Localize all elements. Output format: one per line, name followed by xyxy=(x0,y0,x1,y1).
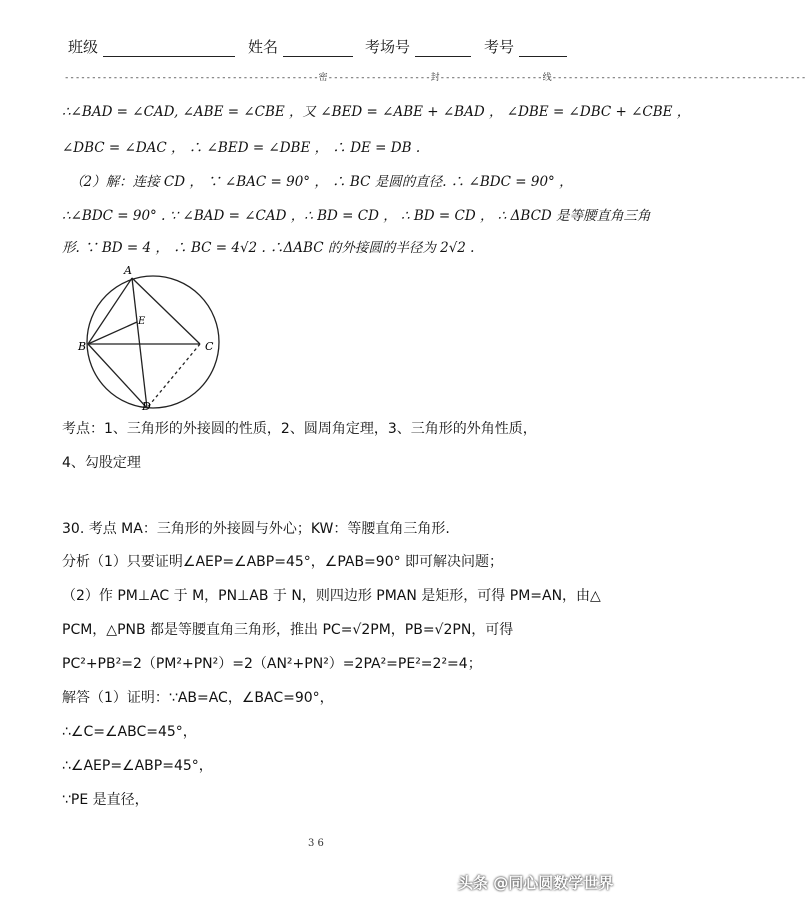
q30-line9: ∵PE 是直径， xyxy=(62,792,149,808)
q30-line6: 解答（1）证明：∵AB=AC，∠BAC=90°， xyxy=(62,690,334,706)
proof2-line1: （2）解：连接 CD ， ∵ ∠BAC = 90° ， ∴ BC 是圆的直径. ∴ ∠BDC = 90° ， xyxy=(70,174,573,190)
proof2-line3: 形. ∵ BD = 4 ， ∴ BC = 4√2 . ∴ΔABC 的外接圆的半径为 2√2 . xyxy=(62,240,475,256)
circumcircle xyxy=(87,276,219,408)
q30-line4: PCM，△PNB 都是等腰直角三角形，推出 PC=√2PM，PB=√2PN，可得 xyxy=(62,622,514,638)
kaodian-line1: 考点：1、三角形的外接圆的性质，2、圆周角定理，3、三角形的外角性质， xyxy=(62,421,537,437)
label-c: C xyxy=(205,340,214,353)
q30-line7: ∴∠C=∠ABC=45°， xyxy=(62,724,197,740)
seal-line: -----------------------------------------------密-------------------封-------------------线----------------------------------------------- xyxy=(64,73,806,83)
label-d: D xyxy=(142,400,151,413)
name-field xyxy=(248,36,353,57)
label-b: B xyxy=(78,340,87,353)
seat-field xyxy=(484,36,567,57)
class-label: 班级 xyxy=(68,38,99,56)
class-field xyxy=(68,36,235,57)
q30-line2: 分析（1）只要证明∠AEP=∠ABP=45°，∠PAB=90° 即可解决问题； xyxy=(62,554,504,570)
class-blank xyxy=(103,42,235,57)
label-e: E xyxy=(138,316,146,327)
room-blank xyxy=(415,42,471,57)
q30-line3: （2）作 PM⊥AC 于 M，PN⊥AB 于 N，则四边形 PMAN 是矩形，可得 PM=AN，由△ xyxy=(62,588,601,604)
segment-ad xyxy=(132,278,147,408)
kaodian-line2: 4、勾股定理 xyxy=(62,455,141,471)
proof1-line2: ∠DBC = ∠DAC ， ∴ ∠BED = ∠DBE ， ∴ DE = DB . xyxy=(62,140,421,156)
q30-line8: ∴∠AEP=∠ABP=45°， xyxy=(62,758,213,774)
room-label: 考场号 xyxy=(365,38,411,56)
seat-label: 考号 xyxy=(484,38,515,56)
q30-line5: PC²+PB²=2（PM²+PN²）=2（AN²+PN²）=2PA²=PE²=2²=4； xyxy=(62,656,482,672)
watermark: 头条 @同心圆数学世界 xyxy=(458,874,614,892)
room-field xyxy=(365,36,471,57)
label-a: A xyxy=(124,264,132,277)
seat-blank xyxy=(519,42,567,57)
q30-line1: 30. 考点 MA：三角形的外接圆与外心；KW：等腰直角三角形. xyxy=(62,521,450,537)
segment-cd-dashed xyxy=(147,344,200,408)
page-number: 3 6 xyxy=(308,838,324,849)
name-label: 姓名 xyxy=(248,38,279,56)
proof1-line1: ∴∠BAD = ∠CAD, ∠ABE = ∠CBE ，又 ∠BED = ∠ABE + ∠BAD ， ∠DBE = ∠DBC + ∠CBE ， xyxy=(62,104,691,120)
circle-figure xyxy=(80,262,230,412)
name-blank xyxy=(283,42,353,57)
proof2-line2: ∴∠BDC = 90° . ∵ ∠BAD = ∠CAD ，∴ BD = CD ， ∴ BD = CD ， ∴ ΔBCD 是等腰直角三角 xyxy=(62,208,651,224)
